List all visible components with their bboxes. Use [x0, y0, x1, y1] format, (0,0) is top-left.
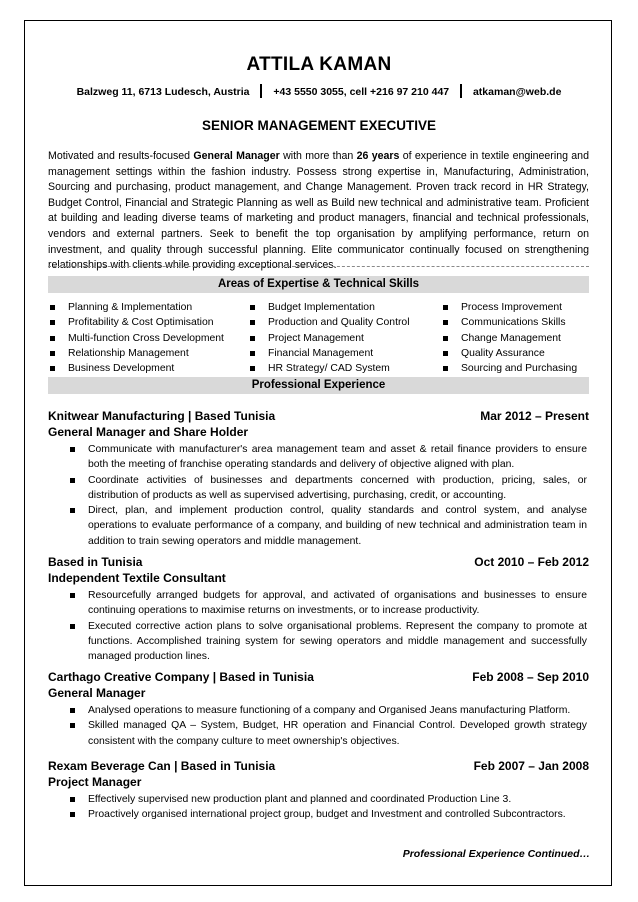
contact-line	[0, 84, 638, 98]
summary-text: with more than	[279, 150, 357, 162]
phone-numbers: +43 5550 3055, cell +216 97 210 447	[273, 86, 450, 98]
candidate-name: ATTILA KAMAN	[246, 54, 392, 75]
job-header	[48, 408, 589, 424]
job-role: Independent Textile Consultant	[48, 571, 226, 585]
job-company: Rexam Beverage Can | Based in Tunisia	[48, 759, 276, 773]
job-role: General Manager	[48, 686, 146, 700]
summary-text: of experience in textile engineering and management settings within the fashion industry. Possess strong expertise in, Manufacturing, Administration, Sourcing and purchasing, product management, and Change Management. Proven track record in HR Strategy, Budget Control, Financial and Strategic Planning as well as Build new technical and administrative team. Proficient at building and leading diverse teams of marketing and product managers, financial and technical professionals, vendors and external partners. Seek to benefit the top organisation by amplifying performance, return on investment, and quality through successful planning. Elite communicator continually focused on strengthening relationships with clients while providing exceptional services.	[48, 150, 589, 272]
job-bullet: Direct, plan, and implement production control, quality standards and control system, and analyse operations to evaluate performance of a company, and building of new technical and administration team in addition to train sewing operators and middle management.	[48, 503, 589, 549]
skill-item: Quality Assurance	[441, 346, 589, 361]
continued-note: Professional Experience Continued…	[402, 848, 590, 860]
job-header	[48, 758, 589, 774]
job-bullet: Effectively supervised new production plant and planned and coordinated Production Line 3.	[48, 792, 589, 807]
job-bullet: Proactively organised international project group, budget and Investment and controlled Subcontractors.	[48, 807, 589, 822]
job-dates: Mar 2012 – Present	[480, 409, 589, 423]
job-dates: Feb 2008 – Sep 2010	[472, 670, 589, 684]
skill-item: Process Improvement	[441, 300, 589, 315]
skill-item: HR Strategy/ CAD System	[248, 361, 441, 376]
job-company: Knitwear Manufacturing | Based Tunisia	[48, 409, 276, 423]
skill-item: Production and Quality Control	[248, 315, 441, 330]
skills-list	[48, 300, 589, 376]
address: Balzweg 11, 6713 Ludesch, Austria	[76, 86, 250, 98]
skill-item: Relationship Management	[48, 346, 248, 361]
job-entry	[48, 408, 589, 549]
skill-item: Multi-function Cross Development	[48, 331, 248, 346]
job-dates: Oct 2010 – Feb 2012	[474, 555, 589, 569]
skill-item: Sourcing and Purchasing	[441, 361, 589, 376]
contact-divider	[260, 84, 262, 98]
job-bullets	[48, 442, 589, 549]
job-header	[48, 669, 589, 685]
skill-item: Profitability & Cost Optimisation	[48, 315, 248, 330]
job-bullet: Coordinate activities of businesses and departments concerned with production, pricing, sales, or distribution of products as well as supervised advertising, purchasing, credit, or accounting.	[48, 473, 589, 504]
skill-item: Planning & Implementation	[48, 300, 248, 315]
section-divider	[48, 266, 589, 267]
job-bullets	[48, 792, 589, 823]
job-bullet: Skilled managed QA – System, Budget, HR operation and Financial Control. Developed growth strategy consistent with the company culture to meet ownership's objectives.	[48, 718, 589, 749]
job-bullet: Resourcefully arranged budgets for approval, and activated of organisations and businesses to ensure continuing operations to maximise returns on investments, or to increase productivity.	[48, 588, 589, 619]
job-bullet: Communicate with manufacturer's area management team and asset & retail finance providers to ensure both the meeting of franchise operating standards and delivery of objective aligned with plan.	[48, 442, 589, 473]
skill-item: Business Development	[48, 361, 248, 376]
skill-item: Change Management	[441, 331, 589, 346]
job-bullets	[48, 703, 589, 749]
summary-emphasis: 26 years	[356, 150, 400, 162]
skills-section-title: Areas of Expertise & Technical Skills	[48, 276, 589, 293]
job-role: Project Manager	[48, 775, 142, 789]
headline-title: SENIOR MANAGEMENT EXECUTIVE	[201, 118, 437, 133]
job-entry	[48, 669, 589, 749]
job-dates: Feb 2007 – Jan 2008	[473, 759, 589, 773]
skills-column-1	[48, 300, 248, 376]
email-address[interactable]: atkaman@web.de	[472, 86, 562, 98]
contact-divider	[460, 84, 462, 98]
job-header	[48, 554, 589, 570]
skill-item: Communications Skills	[441, 315, 589, 330]
job-company: Carthago Creative Company | Based in Tunisia	[48, 670, 314, 684]
job-entry	[48, 554, 589, 664]
skills-column-3	[441, 300, 589, 376]
job-bullet: Analysed operations to measure functioning of a company and Organised Jeans manufacturing Platform.	[48, 703, 589, 718]
job-entry	[48, 758, 589, 823]
summary-paragraph	[48, 149, 589, 274]
skill-item: Financial Management	[248, 346, 441, 361]
skill-item: Project Management	[248, 331, 441, 346]
summary-emphasis: General Manager	[193, 150, 280, 162]
summary-text: Motivated and results-focused	[48, 150, 194, 162]
job-role: General Manager and Share Holder	[48, 425, 249, 439]
skills-column-2	[248, 300, 441, 376]
experience-section-title: Professional Experience	[48, 377, 589, 394]
skill-item: Budget Implementation	[248, 300, 441, 315]
job-company: Based in Tunisia	[48, 555, 143, 569]
job-bullets	[48, 588, 589, 664]
job-bullet: Executed corrective action plans to solve organisational problems. Represent the company to promote at functions. Accomplished training system for sewing operators and middle management and successfully managed production lines.	[48, 619, 589, 665]
